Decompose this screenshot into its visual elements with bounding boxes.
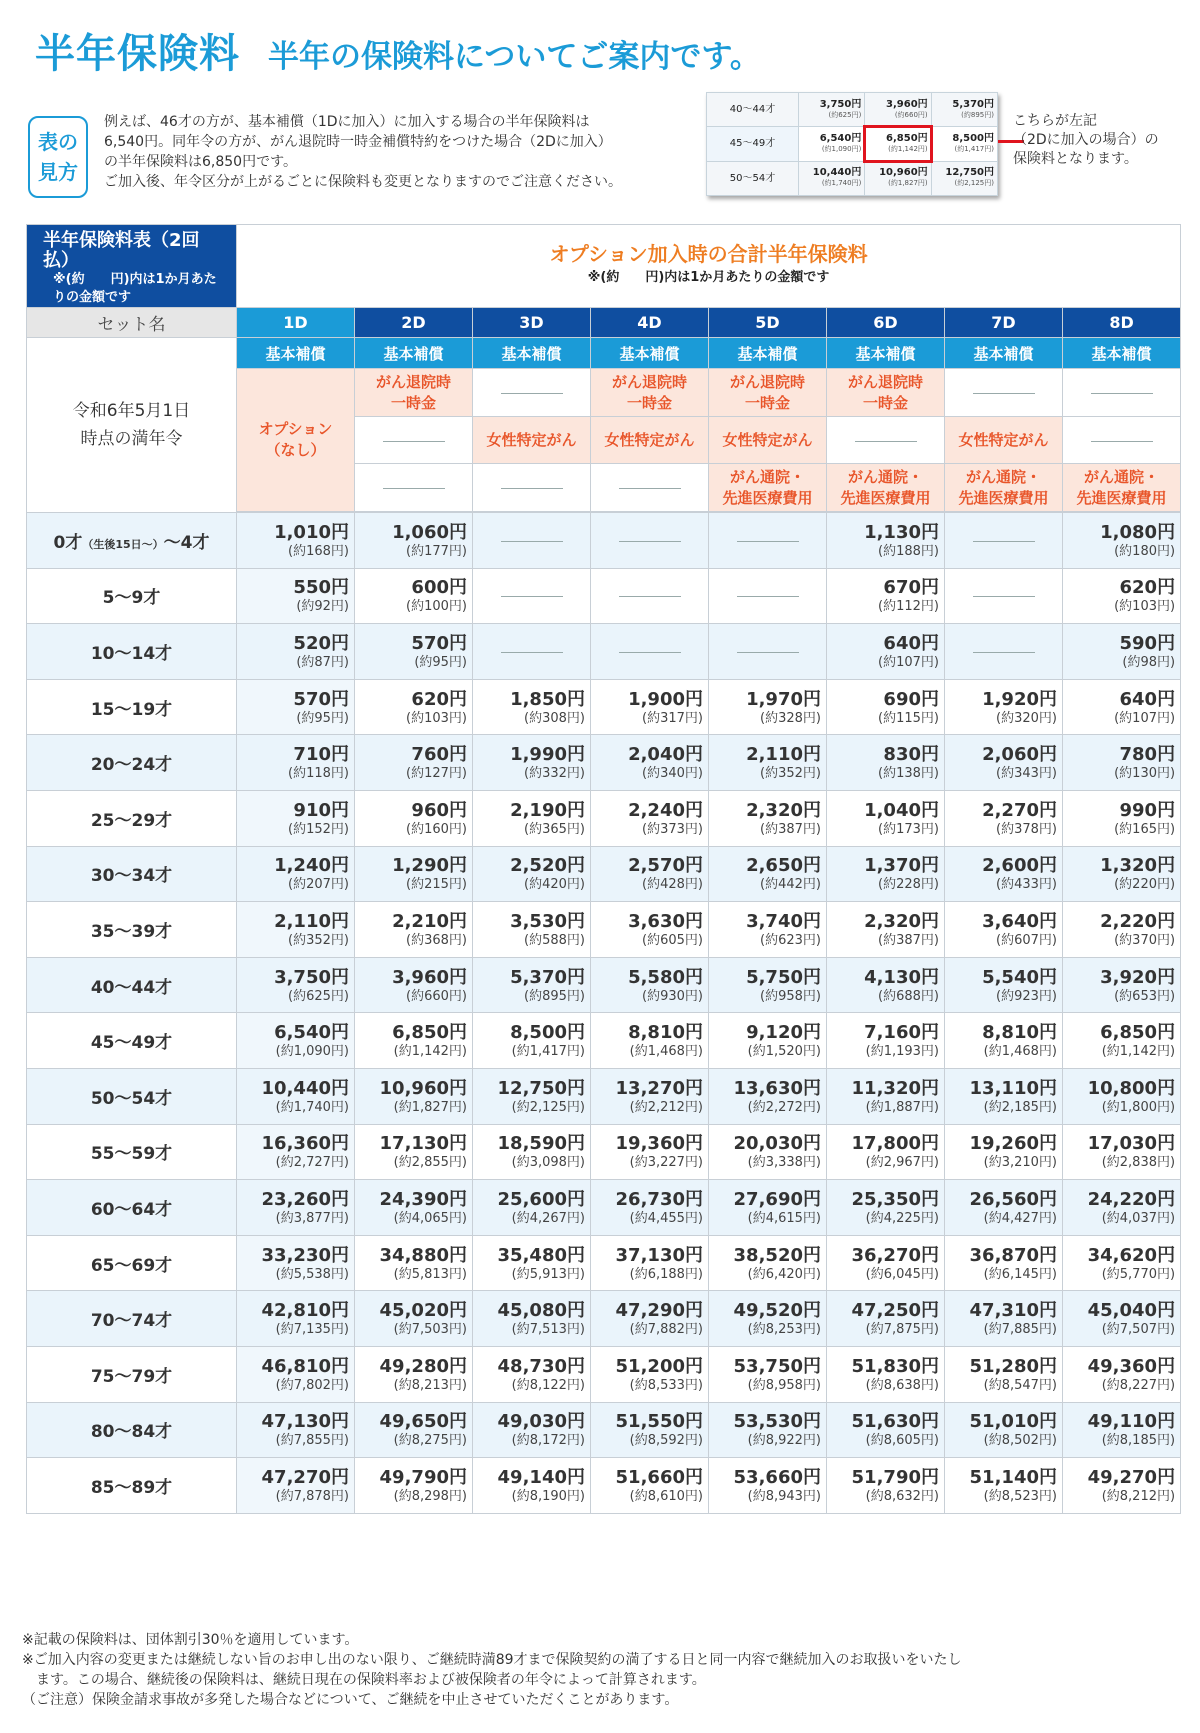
premium-cell: 24,390円 (約4,065円) bbox=[355, 1180, 473, 1236]
premium-cell: 49,270円 (約8,212円) bbox=[1063, 1458, 1181, 1514]
premium-cell: 1,040円 (約173円) bbox=[827, 790, 945, 846]
premium-cell: 48,730円 (約8,122円) bbox=[473, 1346, 591, 1402]
premium-cell: 8,500円 (約1,417円) bbox=[473, 1013, 591, 1069]
premium-cell: 51,200円 (約8,533円) bbox=[591, 1346, 709, 1402]
option-note: ※(約 円)内は1か月あたりの金額です bbox=[587, 270, 830, 285]
premium-cell: 780円 (約130円) bbox=[1063, 735, 1181, 791]
basic-coverage: 基本補償 bbox=[473, 338, 591, 369]
premium-cell: 640円 (約107円) bbox=[1063, 679, 1181, 735]
sample-age: 45～49才 bbox=[707, 127, 799, 161]
option-empty bbox=[355, 464, 473, 512]
table-row bbox=[27, 790, 1181, 846]
sample-table bbox=[706, 92, 998, 196]
premium-cell: 47,270円 (約7,878円) bbox=[237, 1458, 355, 1514]
option-empty bbox=[827, 417, 945, 464]
premium-cell: 570円 (約95円) bbox=[355, 624, 473, 680]
premium-cell: 1,010円 (約168円) bbox=[237, 513, 355, 569]
premium-cell: 9,120円 (約1,520円) bbox=[709, 1013, 827, 1069]
age-condition bbox=[27, 338, 237, 513]
sample-cell: 3,960円 (約660円) bbox=[865, 93, 931, 127]
premium-cell: 8,810円 (約1,468円) bbox=[591, 1013, 709, 1069]
option-cancer-discharge: がん退院時 一時金 bbox=[591, 369, 709, 417]
table-row bbox=[27, 624, 1181, 680]
premium-cell: 2,060円 (約343円) bbox=[945, 735, 1063, 791]
basic-coverage: 基本補償 bbox=[591, 338, 709, 369]
table-title: 半年保険料表（2回払） bbox=[43, 230, 200, 271]
option-none-line: （なし） bbox=[265, 441, 326, 459]
sample-age: 40～44才 bbox=[707, 93, 799, 127]
plan-2d: 2D bbox=[355, 308, 473, 338]
table-row bbox=[27, 957, 1181, 1013]
premium-cell: 2,600円 (約433円) bbox=[945, 846, 1063, 902]
page-subtitle: 半年の保険料についてご案内です。 bbox=[268, 39, 761, 75]
premium-cell: 47,130円 (約7,855円) bbox=[237, 1402, 355, 1458]
howto-description bbox=[104, 112, 692, 192]
option-title: オプション加入時の合計半年保険料 bbox=[549, 242, 868, 266]
premium-cell: 19,360円 (約3,227円) bbox=[591, 1124, 709, 1180]
premium-cell: 2,650円 (約442円) bbox=[709, 846, 827, 902]
premium-cell: 3,960円 (約660円) bbox=[355, 957, 473, 1013]
premium-cell: 42,810円 (約7,135円) bbox=[237, 1291, 355, 1347]
premium-cell: 2,220円 (約370円) bbox=[1063, 902, 1181, 958]
premium-cell: 3,750円 (約625円) bbox=[237, 957, 355, 1013]
sample-cell: 6,540円 (約1,090円) bbox=[799, 127, 865, 161]
table-row bbox=[27, 1291, 1181, 1347]
premium-cell: 5,750円 (約958円) bbox=[709, 957, 827, 1013]
premium-cell: 600円 (約100円) bbox=[355, 568, 473, 624]
age-range: 25～29才 bbox=[27, 790, 237, 846]
age-range: 10～14才 bbox=[27, 624, 237, 680]
premium-cell: 24,220円 (約4,037円) bbox=[1063, 1180, 1181, 1236]
premium-cell: 49,360円 (約8,227円) bbox=[1063, 1346, 1181, 1402]
premium-cell: 26,560円 (約4,427円) bbox=[945, 1180, 1063, 1236]
premium-cell: 1,240円 (約207円) bbox=[237, 846, 355, 902]
premium-cell: 17,800円 (約2,967円) bbox=[827, 1124, 945, 1180]
sample-cell: 10,440円 (約1,740円) bbox=[799, 161, 865, 195]
footnote: （ご注意）保険金請求事故が多発した場合などについて、ご継続を中止させていただくことがあります。 bbox=[22, 1692, 679, 1708]
table-row bbox=[27, 902, 1181, 958]
premium-cell bbox=[473, 513, 591, 569]
age-range: 75～79才 bbox=[27, 1346, 237, 1402]
table-row bbox=[27, 735, 1181, 791]
howto-line: 例えば、46才の方が、基本補償（1Dに加入）に加入する場合の半年保険料は bbox=[104, 114, 590, 130]
option-empty bbox=[473, 464, 591, 512]
premium-cell: 53,750円 (約8,958円) bbox=[709, 1346, 827, 1402]
premium-cell: 3,920円 (約653円) bbox=[1063, 957, 1181, 1013]
premium-cell: 6,540円 (約1,090円) bbox=[237, 1013, 355, 1069]
premium-cell: 1,970円 (約328円) bbox=[709, 679, 827, 735]
premium-cell: 910円 (約152円) bbox=[237, 790, 355, 846]
footnote: ます。この場合、継続後の保険料は、継続日現在の保険料率および被保険者の年令によって計算されます。 bbox=[22, 1672, 706, 1688]
premium-cell: 37,130円 (約6,188円) bbox=[591, 1235, 709, 1291]
premium-cell: 49,280円 (約8,213円) bbox=[355, 1346, 473, 1402]
premium-cell: 33,230円 (約5,538円) bbox=[237, 1235, 355, 1291]
table-row bbox=[27, 1402, 1181, 1458]
premium-cell: 49,520円 (約8,253円) bbox=[709, 1291, 827, 1347]
callout-line-text: こちらが左記 bbox=[1013, 113, 1097, 129]
plan-6d: 6D bbox=[827, 308, 945, 338]
option-female-cancer: 女性特定がん bbox=[709, 417, 827, 464]
premium-cell: 10,440円 (約1,740円) bbox=[237, 1068, 355, 1124]
premium-cell: 3,740円 (約623円) bbox=[709, 902, 827, 958]
premium-cell: 46,810円 (約7,802円) bbox=[237, 1346, 355, 1402]
set-name-label: セット名 bbox=[27, 308, 237, 338]
premium-cell: 38,520円 (約6,420円) bbox=[709, 1235, 827, 1291]
plan-4d: 4D bbox=[591, 308, 709, 338]
option-empty bbox=[1063, 417, 1181, 464]
basic-coverage: 基本補償 bbox=[237, 338, 355, 369]
premium-cell: 5,580円 (約930円) bbox=[591, 957, 709, 1013]
premium-cell: 47,310円 (約7,885円) bbox=[945, 1291, 1063, 1347]
footnote: ※記載の保険料は、団体割引30％を適用しています。 bbox=[22, 1632, 359, 1648]
howto-badge-line1: 表の bbox=[38, 130, 78, 154]
premium-cell: 5,540円 (約923円) bbox=[945, 957, 1063, 1013]
premium-cell: 2,270円 (約378円) bbox=[945, 790, 1063, 846]
premium-cell: 1,320円 (約220円) bbox=[1063, 846, 1181, 902]
premium-cell: 1,850円 (約308円) bbox=[473, 679, 591, 735]
premium-cell: 45,040円 (約7,507円) bbox=[1063, 1291, 1181, 1347]
age-range: 80～84才 bbox=[27, 1402, 237, 1458]
premium-cell: 10,800円 (約1,800円) bbox=[1063, 1068, 1181, 1124]
premium-cell: 3,640円 (約607円) bbox=[945, 902, 1063, 958]
footnote: ※ご加入内容の変更または継続しない旨のお申し出のない限り、ご継続時満89才まで保険契約の満了する日と同一内容で継続加入のお取扱いをいたし bbox=[22, 1652, 962, 1668]
premium-cell: 51,660円 (約8,610円) bbox=[591, 1458, 709, 1514]
premium-cell: 49,110円 (約8,185円) bbox=[1063, 1402, 1181, 1458]
table-row bbox=[27, 1124, 1181, 1180]
sample-age: 50～54才 bbox=[707, 161, 799, 195]
option-female-cancer: 女性特定がん bbox=[473, 417, 591, 464]
premium-cell: 53,530円 (約8,922円) bbox=[709, 1402, 827, 1458]
premium-cell bbox=[473, 568, 591, 624]
premium-cell: 2,110円 (約352円) bbox=[709, 735, 827, 791]
howto-badge-line2: 見方 bbox=[38, 160, 78, 184]
option-cancer-outpatient: がん通院・ 先進医療費用 bbox=[827, 464, 945, 512]
sample-cell: 5,370円 (約895円) bbox=[931, 93, 997, 127]
table-row bbox=[27, 1235, 1181, 1291]
table-row bbox=[27, 513, 1181, 569]
table-row bbox=[27, 568, 1181, 624]
premium-cell: 17,030円 (約2,838円) bbox=[1063, 1124, 1181, 1180]
premium-cell: 34,620円 (約5,770円) bbox=[1063, 1235, 1181, 1291]
table-row bbox=[27, 1346, 1181, 1402]
premium-cell: 10,960円 (約1,827円) bbox=[355, 1068, 473, 1124]
age-range: 70～74才 bbox=[27, 1291, 237, 1347]
plan-5d: 5D bbox=[709, 308, 827, 338]
premium-cell bbox=[945, 624, 1063, 680]
age-range: 50～54才 bbox=[27, 1068, 237, 1124]
premium-cell: 1,900円 (約317円) bbox=[591, 679, 709, 735]
option-empty bbox=[1063, 369, 1181, 417]
sample-cell: 10,960円 (約1,827円) bbox=[865, 161, 931, 195]
basic-coverage: 基本補償 bbox=[1063, 338, 1181, 369]
basic-coverage: 基本補償 bbox=[709, 338, 827, 369]
premium-cell: 590円 (約98円) bbox=[1063, 624, 1181, 680]
premium-cell: 20,030円 (約3,338円) bbox=[709, 1124, 827, 1180]
premium-cell: 620円 (約103円) bbox=[1063, 568, 1181, 624]
premium-cell: 16,360円 (約2,727円) bbox=[237, 1124, 355, 1180]
table-row bbox=[27, 846, 1181, 902]
premium-cell: 1,060円 (約177円) bbox=[355, 513, 473, 569]
premium-cell: 960円 (約160円) bbox=[355, 790, 473, 846]
premium-cell: 4,130円 (約688円) bbox=[827, 957, 945, 1013]
premium-cell bbox=[591, 624, 709, 680]
option-cancer-discharge: がん退院時 一時金 bbox=[827, 369, 945, 417]
premium-cell: 51,790円 (約8,632円) bbox=[827, 1458, 945, 1514]
plan-3d: 3D bbox=[473, 308, 591, 338]
premium-cell: 2,190円 (約365円) bbox=[473, 790, 591, 846]
premium-cell: 3,530円 (約588円) bbox=[473, 902, 591, 958]
sample-cell-highlighted: 6,850円 (約1,142円) bbox=[865, 127, 931, 161]
premium-cell: 34,880円 (約5,813円) bbox=[355, 1235, 473, 1291]
table-row bbox=[27, 1180, 1181, 1236]
premium-cell: 690円 (約115円) bbox=[827, 679, 945, 735]
callout-text bbox=[1013, 112, 1193, 169]
age-range: 40～44才 bbox=[27, 957, 237, 1013]
age-range: 5～9才 bbox=[27, 568, 237, 624]
option-cancer-outpatient: がん通院・ 先進医療費用 bbox=[945, 464, 1063, 512]
premium-cell bbox=[709, 624, 827, 680]
basic-coverage: 基本補償 bbox=[355, 338, 473, 369]
age-condition-line: 令和6年5月1日 bbox=[72, 401, 191, 421]
sample-row bbox=[707, 161, 998, 195]
premium-cell: 36,870円 (約6,145円) bbox=[945, 1235, 1063, 1291]
premium-cell: 1,290円 (約215円) bbox=[355, 846, 473, 902]
premium-cell: 6,850円 (約1,142円) bbox=[1063, 1013, 1181, 1069]
basic-row bbox=[27, 338, 1181, 369]
callout-line-text: （2Dに加入の場合）の bbox=[1013, 132, 1159, 148]
age-range: 30～34才 bbox=[27, 846, 237, 902]
age-range: 45～49才 bbox=[27, 1013, 237, 1069]
table-note: ※(約 円)内は1か月あたりの金額です bbox=[53, 272, 217, 305]
premium-cell: 1,080円 (約180円) bbox=[1063, 513, 1181, 569]
sample-row bbox=[707, 93, 998, 127]
premium-cell: 49,140円 (約8,190円) bbox=[473, 1458, 591, 1514]
premium-cell: 45,080円 (約7,513円) bbox=[473, 1291, 591, 1347]
premium-cell: 47,250円 (約7,875円) bbox=[827, 1291, 945, 1347]
plan-1d: 1D bbox=[237, 308, 355, 338]
age-range: 15～19才 bbox=[27, 679, 237, 735]
table-row bbox=[27, 1458, 1181, 1514]
premium-cell: 13,110円 (約2,185円) bbox=[945, 1068, 1063, 1124]
plan-header-row bbox=[27, 308, 1181, 338]
table-title-row bbox=[27, 225, 1181, 308]
premium-cell: 620円 (約103円) bbox=[355, 679, 473, 735]
option-cancer-outpatient: がん通院・ 先進医療費用 bbox=[709, 464, 827, 512]
premium-cell: 550円 (約92円) bbox=[237, 568, 355, 624]
premium-cell: 51,630円 (約8,605円) bbox=[827, 1402, 945, 1458]
premium-cell: 23,260円 (約3,877円) bbox=[237, 1180, 355, 1236]
callout-line-text: 保険料となります。 bbox=[1013, 151, 1138, 167]
premium-cell: 5,370円 (約895円) bbox=[473, 957, 591, 1013]
table-row bbox=[27, 1013, 1181, 1069]
basic-coverage: 基本補償 bbox=[945, 338, 1063, 369]
option-none-line: オプション bbox=[258, 420, 333, 438]
premium-cell: 11,320円 (約1,887円) bbox=[827, 1068, 945, 1124]
howto-line: ご加入後、年令区分が上がるごとに保険料も変更となりますのでご注意ください。 bbox=[104, 174, 622, 190]
premium-cell: 8,810円 (約1,468円) bbox=[945, 1013, 1063, 1069]
age-range: 85～89才 bbox=[27, 1458, 237, 1514]
premium-cell: 2,040円 (約340円) bbox=[591, 735, 709, 791]
premium-cell bbox=[591, 568, 709, 624]
sample-cell: 12,750円 (約2,125円) bbox=[931, 161, 997, 195]
premium-cell: 49,650円 (約8,275円) bbox=[355, 1402, 473, 1458]
premium-cell: 3,630円 (約605円) bbox=[591, 902, 709, 958]
option-cancer-discharge: がん退院時 一時金 bbox=[355, 369, 473, 417]
option-female-cancer: 女性特定がん bbox=[591, 417, 709, 464]
premium-cell bbox=[473, 624, 591, 680]
age-range: 35～39才 bbox=[27, 902, 237, 958]
option-empty bbox=[591, 464, 709, 512]
premium-cell: 710円 (約118円) bbox=[237, 735, 355, 791]
premium-cell: 51,830円 (約8,638円) bbox=[827, 1346, 945, 1402]
premium-cell: 2,240円 (約373円) bbox=[591, 790, 709, 846]
premium-cell bbox=[945, 568, 1063, 624]
premium-cell: 520円 (約87円) bbox=[237, 624, 355, 680]
sample-row bbox=[707, 127, 998, 161]
age-condition-line: 時点の満年令 bbox=[80, 429, 183, 449]
premium-cell: 13,630円 (約2,272円) bbox=[709, 1068, 827, 1124]
premium-cell: 990円 (約165円) bbox=[1063, 790, 1181, 846]
premium-cell: 51,140円 (約8,523円) bbox=[945, 1458, 1063, 1514]
premium-cell: 2,520円 (約420円) bbox=[473, 846, 591, 902]
premium-table bbox=[26, 224, 1181, 1514]
premium-cell: 19,260円 (約3,210円) bbox=[945, 1124, 1063, 1180]
age-range: 55～59才 bbox=[27, 1124, 237, 1180]
premium-cell bbox=[709, 513, 827, 569]
table-row bbox=[27, 679, 1181, 735]
premium-cell: 17,130円 (約2,855円) bbox=[355, 1124, 473, 1180]
premium-cell: 1,130円 (約188円) bbox=[827, 513, 945, 569]
page-header bbox=[35, 22, 761, 82]
footnotes bbox=[22, 1630, 1182, 1710]
howto-line: 6,540円。同年令の方が、がん退院時一時金補償特約をつけた場合（2Dに加入） bbox=[104, 134, 612, 150]
premium-cell: 670円 (約112円) bbox=[827, 568, 945, 624]
premium-cell: 830円 (約138円) bbox=[827, 735, 945, 791]
premium-cell: 1,370円 (約228円) bbox=[827, 846, 945, 902]
premium-cell: 53,660円 (約8,943円) bbox=[709, 1458, 827, 1514]
premium-cell: 45,020円 (約7,503円) bbox=[355, 1291, 473, 1347]
sample-cell: 8,500円 (約1,417円) bbox=[931, 127, 997, 161]
premium-cell bbox=[709, 568, 827, 624]
page-title: 半年保険料 bbox=[35, 31, 240, 77]
table-title-right bbox=[237, 225, 1181, 308]
premium-cell: 51,550円 (約8,592円) bbox=[591, 1402, 709, 1458]
premium-cell: 760円 (約127円) bbox=[355, 735, 473, 791]
howto-line: の半年保険料は6,850円です。 bbox=[104, 154, 297, 170]
age-range: 60～64才 bbox=[27, 1180, 237, 1236]
premium-cell: 2,320円 (約387円) bbox=[709, 790, 827, 846]
premium-cell: 27,690円 (約4,615円) bbox=[709, 1180, 827, 1236]
premium-cell bbox=[945, 513, 1063, 569]
premium-cell: 13,270円 (約2,212円) bbox=[591, 1068, 709, 1124]
premium-cell: 25,350円 (約4,225円) bbox=[827, 1180, 945, 1236]
premium-cell: 49,790円 (約8,298円) bbox=[355, 1458, 473, 1514]
premium-cell: 640円 (約107円) bbox=[827, 624, 945, 680]
basic-coverage: 基本補償 bbox=[827, 338, 945, 369]
plan-7d: 7D bbox=[945, 308, 1063, 338]
premium-cell: 18,590円 (約3,098円) bbox=[473, 1124, 591, 1180]
premium-cell: 26,730円 (約4,455円) bbox=[591, 1180, 709, 1236]
premium-cell: 570円 (約95円) bbox=[237, 679, 355, 735]
premium-cell: 1,920円 (約320円) bbox=[945, 679, 1063, 735]
premium-cell bbox=[591, 513, 709, 569]
option-cancer-outpatient: がん通院・ 先進医療費用 bbox=[1063, 464, 1181, 512]
option-none bbox=[237, 369, 355, 512]
option-cancer-discharge: がん退院時 一時金 bbox=[709, 369, 827, 417]
howto-badge bbox=[28, 116, 88, 198]
premium-cell: 49,030円 (約8,172円) bbox=[473, 1402, 591, 1458]
plan-8d: 8D bbox=[1063, 308, 1181, 338]
premium-cell: 1,990円 (約332円) bbox=[473, 735, 591, 791]
age-range: 20～24才 bbox=[27, 735, 237, 791]
age-range: 0才（生後15日～）～4才 bbox=[27, 513, 237, 569]
premium-cell: 12,750円 (約2,125円) bbox=[473, 1068, 591, 1124]
premium-cell: 6,850円 (約1,142円) bbox=[355, 1013, 473, 1069]
premium-cell: 47,290円 (約7,882円) bbox=[591, 1291, 709, 1347]
age-range: 65～69才 bbox=[27, 1235, 237, 1291]
option-empty bbox=[355, 417, 473, 464]
option-empty bbox=[473, 369, 591, 417]
premium-cell: 2,320円 (約387円) bbox=[827, 902, 945, 958]
premium-cell: 35,480円 (約5,913円) bbox=[473, 1235, 591, 1291]
premium-cell: 2,110円 (約352円) bbox=[237, 902, 355, 958]
sample-cell: 3,750円 (約625円) bbox=[799, 93, 865, 127]
premium-cell: 36,270円 (約6,045円) bbox=[827, 1235, 945, 1291]
premium-cell: 7,160円 (約1,193円) bbox=[827, 1013, 945, 1069]
table-title-left bbox=[27, 225, 237, 308]
premium-cell: 51,280円 (約8,547円) bbox=[945, 1346, 1063, 1402]
premium-cell: 2,570円 (約428円) bbox=[591, 846, 709, 902]
premium-cell: 2,210円 (約368円) bbox=[355, 902, 473, 958]
premium-cell: 25,600円 (約4,267円) bbox=[473, 1180, 591, 1236]
option-female-cancer: 女性特定がん bbox=[945, 417, 1063, 464]
option-empty bbox=[945, 369, 1063, 417]
table-row bbox=[27, 1068, 1181, 1124]
premium-cell: 51,010円 (約8,502円) bbox=[945, 1402, 1063, 1458]
